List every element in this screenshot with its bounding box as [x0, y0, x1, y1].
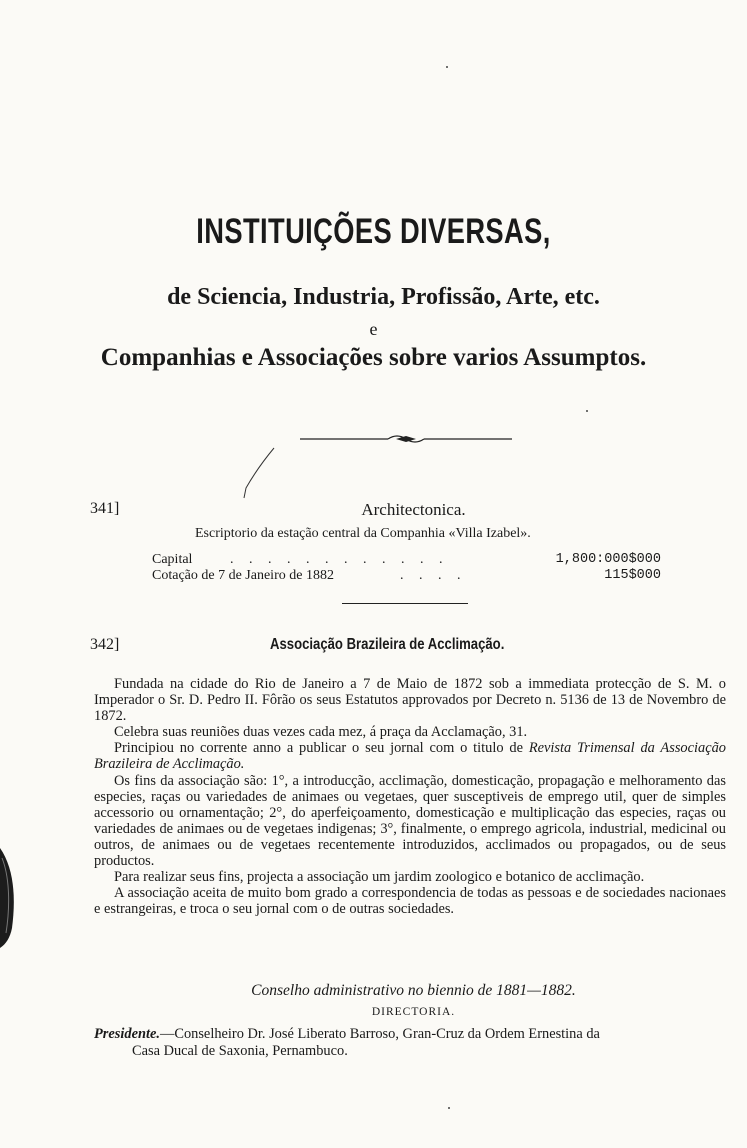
paragraph [94, 740, 726, 772]
president-entry [94, 1026, 726, 1060]
entry-number: 341] [90, 500, 120, 517]
capital-value: 1,800:000$000 [555, 552, 661, 567]
subtitle-sciences: de Sciencia, Industria, Profissão, Arte, etc. [167, 284, 600, 310]
president-text-continued: Casa Ducal de Saxonia, Pernambuco. [132, 1043, 348, 1059]
entry-title: Architectonica. [361, 500, 466, 519]
quotation-label: Cotação de 7 de Janeiro de 1882 [152, 568, 334, 583]
directory-heading: DIRECTORIA. [371, 1006, 456, 1018]
section-divider [342, 603, 468, 604]
paragraph: Os fins da associação são: 1°, a introducção, acclimação, domesticação, propagação e melhoramento das especies, raças ou variedades de animaes ou vegetaes, quer susceptiveis de emprego util, quer de simples accessorio ou ornamentação; 2°, do aperfeiçoamento, domesticação e multiplicação das especies, raças ou variedades de animaes ou de vegetaes indigenas; 3°, finalmente, o emprego agricola, industrial, medicinal ou outros, de animaes ou de vegetaes recentemente introduzidos, acclimados ou propagados, ou de seus productos. [94, 772, 726, 870]
paragraph: Fundada na cidade do Rio de Janeiro a 7 de Maio de 1872 sob a immediata protecção de S. M. o Imperador o Sr. D. Pedro II. Fôrão os seus Estatutos approvados por Decreto n. 5136 de 13 de Novembro de 1872. [94, 676, 726, 725]
subtitle-companies: Companhias e Associações sobre varios Assumptos. [100, 344, 647, 371]
speck [446, 66, 448, 68]
president-label: Presidente. [94, 1026, 160, 1042]
binding-edge-mark [0, 848, 20, 948]
capital-label: Capital [152, 552, 193, 567]
speck [586, 410, 588, 412]
entry-number: 342] [90, 636, 120, 653]
paragraph: A associação aceita de muito bom grado a correspondencia de todas as pessoas e de sociedades nacionaes e estrangeiras, e troca o seu jornal com o de outras sociedades. [94, 885, 726, 918]
journal-intro: Principiou no corrente anno a publicar o seu jornal com o titulo de [114, 740, 523, 757]
leader-dots: . . . . [400, 568, 467, 583]
entry-body [94, 676, 726, 917]
ornamental-rule [300, 432, 512, 446]
council-heading: Conselho administrativo no biennio de 1881—1882. [251, 982, 576, 999]
paragraph: Para realizar seus fins, projecta a associação um jardim zoologico e botanico de acclimação. [114, 869, 645, 886]
president-text: —Conselheiro Dr. José Liberato Barroso, Gran-Cruz da Ordem Ernestina da [159, 1026, 600, 1042]
pen-stroke-mark [236, 446, 280, 500]
paragraph: Celebra suas reuniões duas vezes cada mez, á praça da Acclamação, 31. [114, 724, 528, 741]
journal-title: Revista Trimensal da Associação Brazileira de Acclimação. [94, 740, 726, 773]
quotation-value: 115$000 [604, 568, 661, 583]
entry-title: Associação Brazileira de Acclimação. [270, 636, 505, 653]
page-title: INSTITUIÇÕES DIVERSAS, [196, 212, 551, 251]
speck [448, 1107, 450, 1109]
leader-dots: . . . . . . . . . . . . [230, 552, 449, 567]
subtitle-conjunction: e [369, 319, 378, 339]
entry-description: Escriptorio da estação central da Companhia «Villa Izabel». [195, 526, 531, 541]
